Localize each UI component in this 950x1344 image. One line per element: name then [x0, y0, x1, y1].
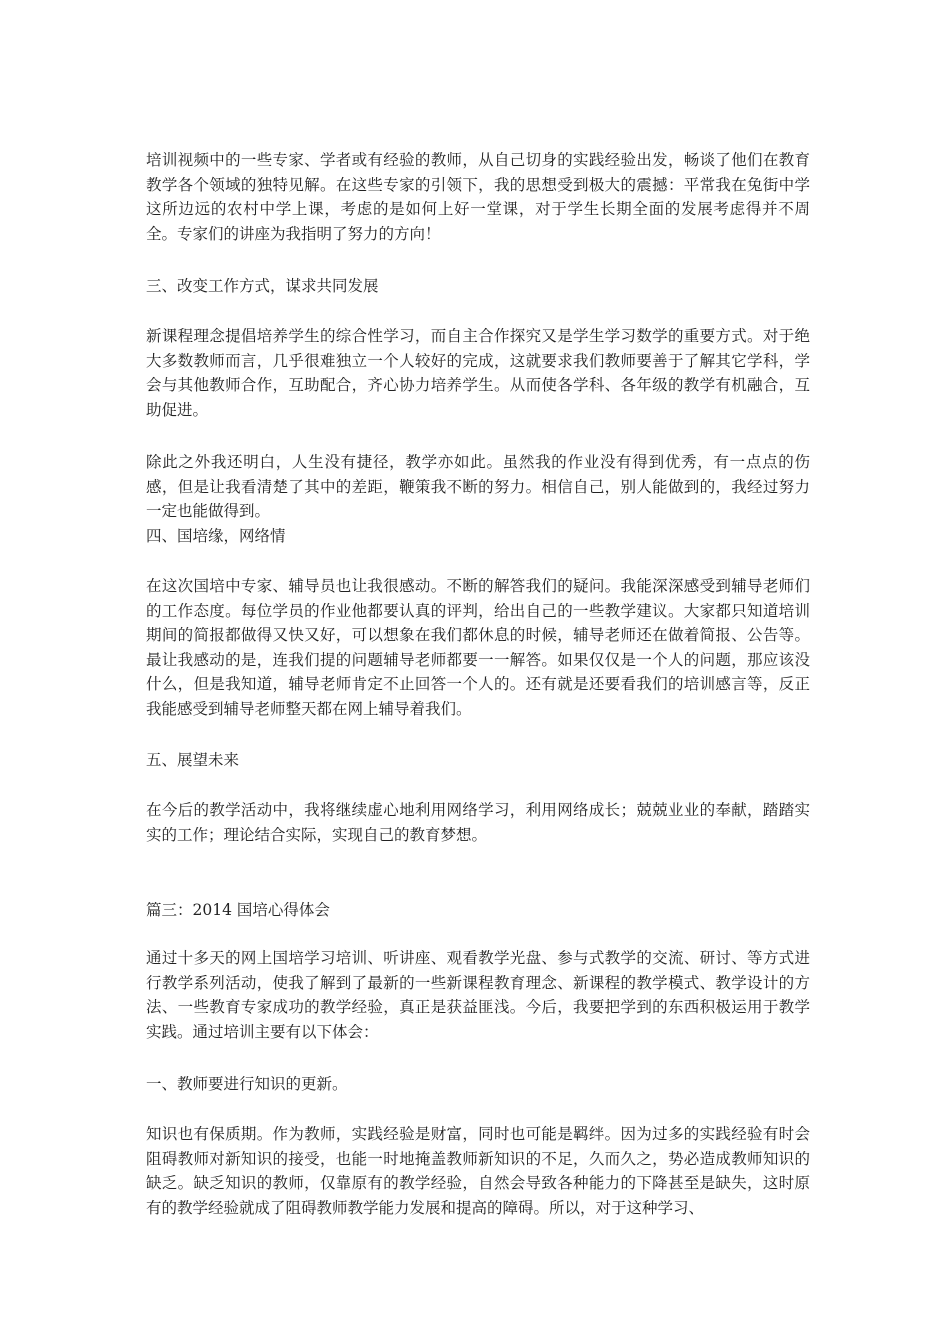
- paragraph-no-shortcut: 除此之外我还明白，人生没有捷径，教学亦如此。虽然我的作业没有得到优秀，有一点点的伤感，但是让我看清楚了其中的差距，鞭策我不断的努力。相信自己，别人能做到的，我经过努力一定也能做得到。: [146, 453, 810, 520]
- paragraph-training-summary: 通过十多天的网上国培学习培训、听讲座、观看教学光盘、参与式教学的交流、研讨、等方式进行教学系列活动，使我了解到了最新的一些新课程教育理念、新课程的教学模式、教学设计的方法、一些教育专家成功的教学经验，真正是获益匪浅。今后，我要把学到的东西积极运用于教学实践。通过培训主要有以下体会：: [146, 949, 810, 1041]
- heading-knowledge-update: 一、教师要进行知识的更新。: [146, 1075, 348, 1093]
- paragraph-tutor-appreciation: 在这次国培中专家、辅导员也让我很感动。不断的解答我们的疑问。我能深深感受到辅导老师们的工作态度。每位学员的作业他都要认真的评判，给出自己的一些教学建议。大家都只知道培训期间的简报都做得又快又好，可以想象在我们都休息的时候，辅导老师还在做着简报、公告等。最让我感动的是，连我们提的问题辅导老师都要一一解答。如果仅仅是一个人的问题，那应该没什么，但是我知道，辅导老师肯定不止回答一个人的。还有就是还要看我们的培训感言等，反正我能感受到辅导老师整天都在网上辅导着我们。: [146, 577, 810, 718]
- paragraph-knowledge-shelf-life: 知识也有保质期。作为教师，实践经验是财富，同时也可能是羁绊。因为过多的实践经验有时会阻碍教师对新知识的接受，也能一时地掩盖教师新知识的不足，久而久之，势必造成教师知识的缺乏。缺乏知识的教师，仅靠原有的教学经验，自然会导致各种能力的下降甚至是缺失，这时原有的教学经验就成了阻碍教师教学能力发展和提高的障碍。所以，对于这种学习、: [146, 1125, 810, 1217]
- heading-change-work-method: 三、改变工作方式，谋求共同发展: [146, 277, 379, 295]
- heading-outlook: 五、展望未来: [146, 751, 240, 769]
- paragraph-expert-insights: 培训视频中的一些专家、学者或有经验的教师，从自己切身的实践经验出发，畅谈了他们在教育教学各个领域的独特见解。在这些专家的引领下，我的思想受到极大的震撼：平常我在兔街中学这所边远的农村中学上课，考虑的是如何上好一堂课，对于学生长期全面的发展考虑得并不周全。专家们的讲座为我指明了努力的方向！: [146, 151, 810, 243]
- paragraph-comprehensive-learning: 新课程理念提倡培养学生的综合性学习，而自主合作探究又是学生学习数学的重要方式。对于绝大多数教师而言，几乎很难独立一个人较好的完成，这就要求我们教师要善于了解其它学科，学会与其他教师合作，互助配合，齐心协力培养学生。从而使各学科、各年级的教学有机融合，互助促进。: [146, 327, 810, 419]
- heading-national-training: 四、国培缘，网络情: [146, 527, 286, 545]
- paragraph-future-plan: 在今后的教学活动中，我将继续虚心地利用网络学习，利用网络成长；兢兢业业的奉献，踏踏实实的工作；理论结合实际，实现自己的教育梦想。: [146, 801, 810, 844]
- section-title: 篇三：2014 国培心得体会: [146, 901, 330, 919]
